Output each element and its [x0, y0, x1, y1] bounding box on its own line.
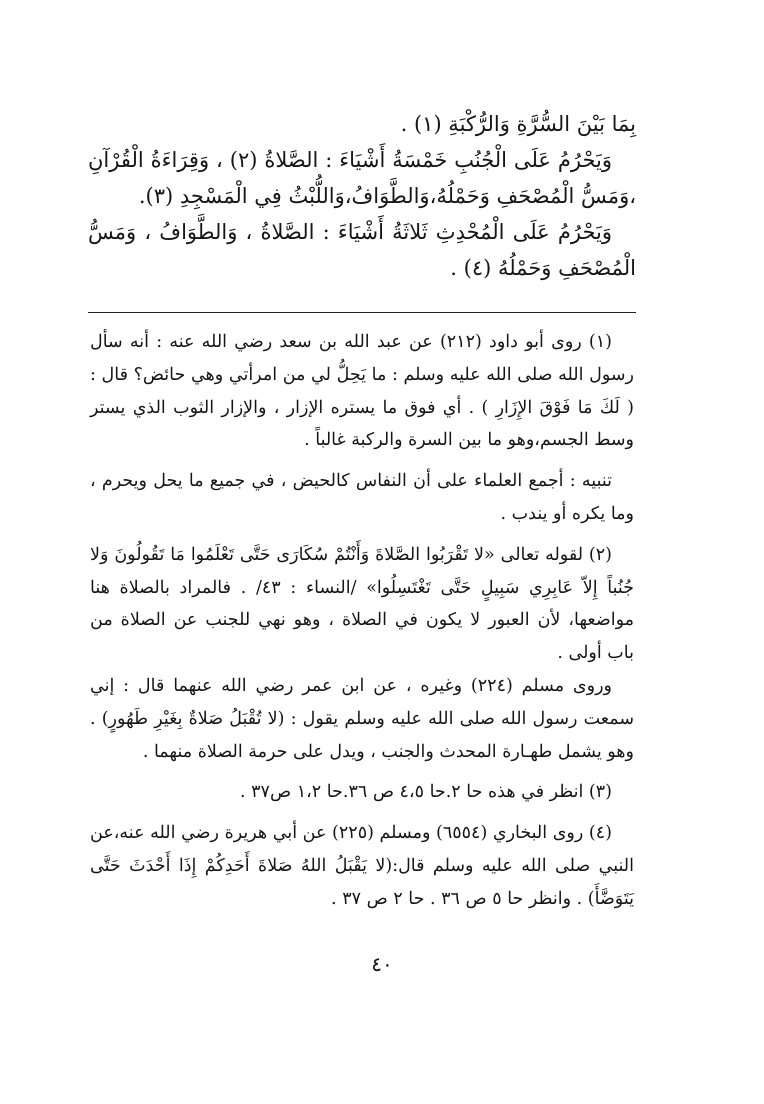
main-line-1: بِمَا بَيْنَ السُّرَّةِ وَالرُّكْبَةِ (١) . — [400, 112, 636, 136]
footnote-2: (٢) لقوله تعالى «لا تَقْرَبُوا الصَّلاةَ وَأَنْتُمْ سُكَارَى حَتَّى تَعْلَمُوا مَا تَقُولُونَ وَلا جُنُباً إِلاّ عَابِرِي سَبِيلٍ حَتَّى تَغْتَسِلُوا» /النساء : ٤٣/ . فالمراد بالصلاة هنا مواضعها، لأن العبور لا يكون في الصلاة ، وهو نهي للجنب عن الصلاة من باب أولى . — [90, 544, 634, 664]
page-number: ٤٠ — [371, 952, 393, 976]
footnote-separator — [88, 312, 636, 313]
footnote-1: (١) روى أبو داود (٢١٢) عن عبد الله بن سعد رضي الله عنه : أنه سأل رسول الله صلى الله عليه وسلم : ما يَحِلُّ لي من امرأتي وهي حائض؟ قال : ( لَكَ مَا فَوْقَ الإِزَارِ ) . أي فوق ما يستره الإزار ، والإزار الثوب الذي يستر وسط الجسم،وهو ما بين السرة والركبة غالباً . — [90, 332, 634, 451]
main-line-3: وَيَحْرُمُ عَلَى الْمُحْدِثِ ثَلاثَةُ أَشْيَاءَ : الصَّلاةُ ، وَالطَّوَافُ ، وَمَسُّ الْمُصْحَفِ وَحَمْلُهُ (٤) . — [88, 220, 636, 280]
footnote-1-note: تنبيه : أجمع العلماء على أن النفاس كالحيض ، في جميع ما يحل ويحرم ، وما يكره أو يندب . — [90, 471, 634, 524]
footnote-2-continued: وروى مسلم (٢٢٤) وغيره ، عن ابن عمر رضي الله عنهما قال : إني سمعت رسول الله صلى الله عليه وسلم يقول : (لا تُقْبَلُ صَلاةٌ بِغَيْرِ طَهُورٍ) . وهو يشمل طهـارة المحدث والجنب ، ويدل على حرمة الصلاة منهما . — [90, 675, 634, 762]
footnotes — [90, 326, 634, 916]
footnote-4: (٤) روى البخاري (٦٥٥٤) ومسلم (٢٢٥) عن أبي هريرة رضي الله عنه،عن النبي صلى الله عليه وسلم قال:(لا يَقْبَلُ اللهُ صَلاةَ أَحَدِكُمْ إِذَا أَحْدَثَ حَتَّى يَتَوَضَّأَ) . وانظر حا ٥ ص ٣٦ . حا ٢ ص ٣٧ . — [90, 823, 634, 909]
main-line-2: وَيَحْرُمُ عَلَى الْجُنُبِ خَمْسَةُ أَشْيَاءَ : الصَّلاةُ (٢) ، وَقِرَاءَةُ الْقُرْآنِ ،وَمَسُّ الْمُصْحَفِ وَحَمْلُهُ،وَالطَّوَافُ،وَاللُّبْثُ فِي الْمَسْجِدِ (٣). — [88, 148, 636, 208]
main-text — [88, 106, 636, 286]
footnote-3: (٣) انظر في هذه حا ٢.حا ٤،٥ ص ٣٦.حا ١،٢ ص٣٧ . — [240, 782, 612, 803]
